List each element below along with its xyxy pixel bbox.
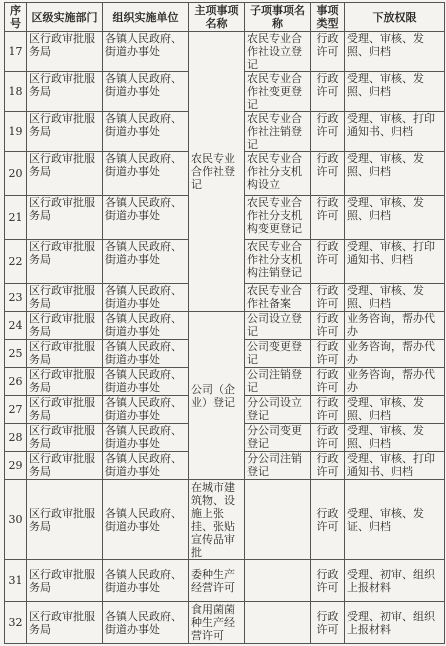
- row-no: 25: [5, 340, 27, 368]
- row-no: 22: [5, 240, 27, 284]
- row-type: 行政许可: [311, 240, 345, 284]
- row-unit: 各镇人民政府、街道办事处: [103, 396, 189, 424]
- row-perm: 受理、审核、发照、归档: [345, 396, 445, 424]
- row-sub: 农民专业合作社注销登记: [245, 112, 311, 152]
- row-no: 21: [5, 196, 27, 240]
- row-dept: 区行政审批服务局: [27, 240, 103, 284]
- table-row: [5, 560, 445, 602]
- row-sub: 公司变更登记: [245, 340, 311, 368]
- row-type: 行政许可: [311, 424, 345, 452]
- row-dept: 区行政审批服务局: [27, 560, 103, 602]
- row-type: 行政许可: [311, 152, 345, 196]
- row-sub: 分公司设立登记: [245, 396, 311, 424]
- row-no: 23: [5, 284, 27, 312]
- main-item-coop: 农民专业合作社登记: [189, 32, 245, 312]
- row-sub: 农民专业合作社设立登记: [245, 32, 311, 72]
- row-dept: 区行政审批服务局: [27, 396, 103, 424]
- row-perm: 业务咨询，帮办代办: [345, 312, 445, 340]
- header-no: 序号: [5, 3, 27, 32]
- table-row: [5, 32, 445, 72]
- row-type: 行政许可: [311, 112, 345, 152]
- row-main: 食用菌菌种生产经营许可: [189, 602, 245, 644]
- row-perm: 受理、审核、打印通知书、归档: [345, 452, 445, 480]
- header-row: [5, 3, 445, 32]
- row-no: 29: [5, 452, 27, 480]
- row-perm: 受理、审核、发照、归档: [345, 284, 445, 312]
- row-unit: 各镇人民政府、街道办事处: [103, 560, 189, 602]
- row-type: 行政许可: [311, 560, 345, 602]
- header-type: 事项类型: [311, 3, 345, 32]
- row-dept: 区行政审批服务局: [27, 152, 103, 196]
- main-item-company: 公司（企业）登记: [189, 312, 245, 480]
- row-no: 17: [5, 32, 27, 72]
- row-type: 行政许可: [311, 396, 345, 424]
- row-sub: 分公司变更登记: [245, 424, 311, 452]
- row-dept: 区行政审批服务局: [27, 424, 103, 452]
- row-no: 28: [5, 424, 27, 452]
- header-main-item: 主项事项名称: [189, 3, 245, 32]
- row-perm: 业务咨询，帮办代办: [345, 368, 445, 396]
- row-type: 行政许可: [311, 480, 345, 560]
- row-dept: 区行政审批服务局: [27, 340, 103, 368]
- row-perm: 受理、审核、打印通知书、归档: [345, 240, 445, 284]
- row-dept: 区行政审批服务局: [27, 196, 103, 240]
- row-sub: [245, 480, 311, 560]
- row-type: 行政许可: [311, 32, 345, 72]
- header-dept: 区级实施部门: [27, 3, 103, 32]
- row-unit: 各镇人民政府、街道办事处: [103, 368, 189, 396]
- row-no: 20: [5, 152, 27, 196]
- row-unit: 各镇人民政府、街道办事处: [103, 424, 189, 452]
- row-sub: 公司设立登记: [245, 312, 311, 340]
- row-unit: 各镇人民政府、街道办事处: [103, 32, 189, 72]
- row-unit: 各镇人民政府、街道办事处: [103, 240, 189, 284]
- row-no: 24: [5, 312, 27, 340]
- row-unit: 各镇人民政府、街道办事处: [103, 196, 189, 240]
- row-sub: 分公司注销登记: [245, 452, 311, 480]
- header-sub-item: 子项事项名称: [245, 3, 311, 32]
- row-perm: 业务咨询，帮办代办: [345, 340, 445, 368]
- row-sub: 农民专业合作社变更登记: [245, 72, 311, 112]
- row-type: 行政许可: [311, 284, 345, 312]
- row-unit: 各镇人民政府、街道办事处: [103, 284, 189, 312]
- row-perm: 受理、审核、发照、归档: [345, 196, 445, 240]
- row-perm: 受理、审核、打印通知书、归档: [345, 112, 445, 152]
- row-dept: 区行政审批服务局: [27, 72, 103, 112]
- header-permission: 下放权限: [345, 3, 445, 32]
- row-no: 27: [5, 396, 27, 424]
- row-sub: 公司注销登记: [245, 368, 311, 396]
- row-no: 18: [5, 72, 27, 112]
- row-type: 行政许可: [311, 340, 345, 368]
- row-perm: 受理、初审、组织上报材料: [345, 602, 445, 644]
- row-type: 行政许可: [311, 452, 345, 480]
- row-perm: 受理、审核、发证、归档: [345, 480, 445, 560]
- table-row: [5, 480, 445, 560]
- row-type: 行政许可: [311, 72, 345, 112]
- row-unit: 各镇人民政府、街道办事处: [103, 480, 189, 560]
- row-no: 19: [5, 112, 27, 152]
- row-sub: 农民专业合作社分支机构注销登记: [245, 240, 311, 284]
- table-row: [5, 602, 445, 644]
- row-sub: 农民专业合作社分支机构变更登记: [245, 196, 311, 240]
- row-dept: 区行政审批服务局: [27, 284, 103, 312]
- row-perm: 受理、审核、发照、归档: [345, 152, 445, 196]
- row-perm: 受理、审核、发照、归档: [345, 32, 445, 72]
- row-no: 26: [5, 368, 27, 396]
- row-type: 行政许可: [311, 368, 345, 396]
- row-dept: 区行政审批服务局: [27, 32, 103, 72]
- table-row: [5, 312, 445, 340]
- row-type: 行政许可: [311, 312, 345, 340]
- row-dept: 区行政审批服务局: [27, 112, 103, 152]
- row-type: 行政许可: [311, 196, 345, 240]
- row-dept: 区行政审批服务局: [27, 602, 103, 644]
- row-sub: 农民专业合作社分支机构设立: [245, 152, 311, 196]
- row-main: 委种生产经营许可: [189, 560, 245, 602]
- row-unit: 各镇人民政府、街道办事处: [103, 112, 189, 152]
- row-sub: [245, 602, 311, 644]
- row-perm: 受理、审核、发照、归档: [345, 72, 445, 112]
- row-sub: [245, 560, 311, 602]
- header-unit: 组织实施单位: [103, 3, 189, 32]
- row-dept: 区行政审批服务局: [27, 452, 103, 480]
- row-no: 32: [5, 602, 27, 644]
- row-sub: 农民专业合作社备案: [245, 284, 311, 312]
- row-dept: 区行政审批服务局: [27, 368, 103, 396]
- row-perm: 受理、审核、发照、归档: [345, 424, 445, 452]
- row-unit: 各镇人民政府、街道办事处: [103, 152, 189, 196]
- row-type: 行政许可: [311, 602, 345, 644]
- row-main: 在城市建筑物、设施上张挂、张贴宣传品审批: [189, 480, 245, 560]
- row-unit: 各镇人民政府、街道办事处: [103, 72, 189, 112]
- row-perm: 受理、初审、组织上报材料: [345, 560, 445, 602]
- row-unit: 各镇人民政府、街道办事处: [103, 602, 189, 644]
- row-no: 31: [5, 560, 27, 602]
- row-no: 30: [5, 480, 27, 560]
- delegation-table: [4, 2, 445, 644]
- row-unit: 各镇人民政府、街道办事处: [103, 312, 189, 340]
- row-dept: 区行政审批服务局: [27, 312, 103, 340]
- row-dept: 区行政审批服务局: [27, 480, 103, 560]
- row-unit: 各镇人民政府、街道办事处: [103, 340, 189, 368]
- row-unit: 各镇人民政府、街道办事处: [103, 452, 189, 480]
